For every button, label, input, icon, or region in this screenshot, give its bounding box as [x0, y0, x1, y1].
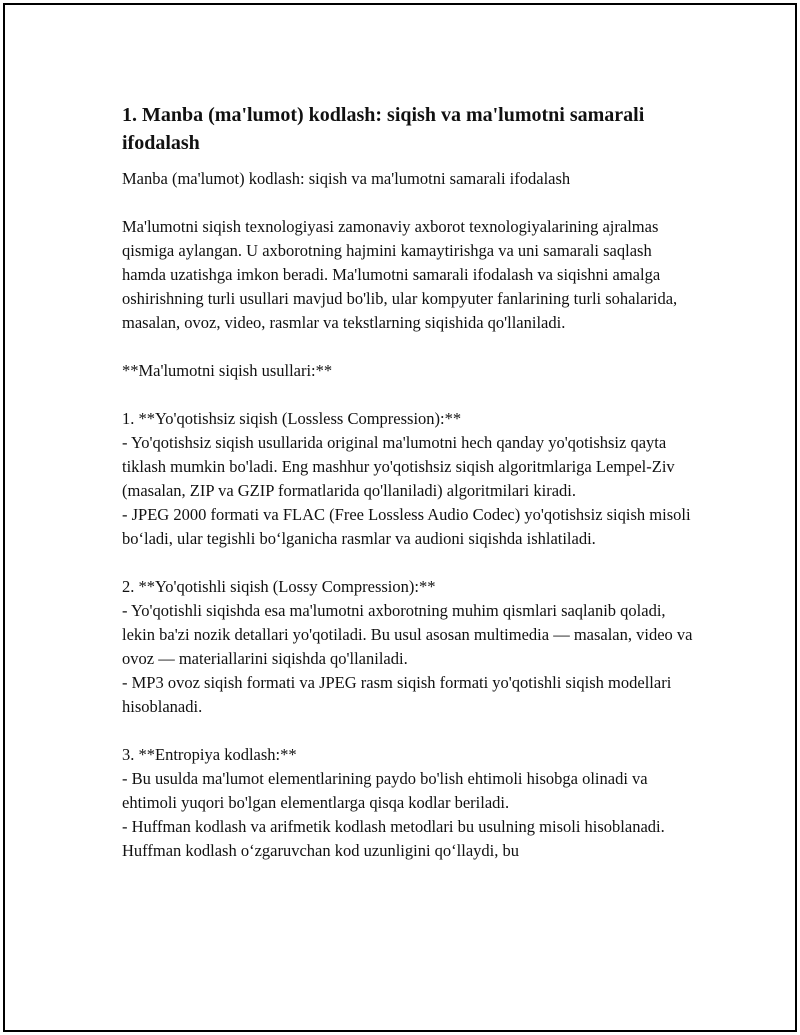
section-3-item-1: - Bu usulda ma'lumot elementlarining paydo bo'lish ehtimoli hisobga olinadi va ehtimoli yuqori bo'lgan elementlarga qisqa kodlar beriladi.: [122, 769, 648, 812]
document-body: [122, 101, 697, 863]
page-frame: [3, 3, 797, 1032]
section-1-item-2: - JPEG 2000 formati va FLAC (Free Lossless Audio Codec) yo'qotishsiz siqish misoli bo‘ladi, ular tegishli bo‘lganicha rasmlar va audioni siqishda ishlatiladi.: [122, 505, 691, 548]
methods-heading: **Ma'lumotni siqish usullari:**: [122, 361, 333, 380]
document-title: 1. Manba (ma'lumot) kodlash: siqish va ma'lumotni samarali ifodalash: [122, 104, 645, 154]
paragraph-spacer: [122, 335, 697, 359]
section-1-item-1: - Yo'qotishsiz siqish usullarida original ma'lumotni hech qanday yo'qotishsiz qayta tiklash mumkin bo'ladi. Eng mashhur yo'qotishsiz siqish algoritmlariga Lempel-Ziv (masalan, ZIP va GZIP formatlarida qo'llaniladi) algoritmilari kiradi.: [122, 433, 675, 500]
section-3-item-2: - Huffman kodlash va arifmetik kodlash metodlari bu usulning misoli hisoblanadi. Huffman kodlash o‘zgaruvchan kod uzunligini qo‘llaydi, bu: [122, 817, 665, 860]
section-2-item-2: - MP3 ovoz siqish formati va JPEG rasm siqish formati yo'qotishli siqish modellari hisoblanadi.: [122, 673, 672, 716]
intro-paragraph: Ma'lumotni siqish texnologiyasi zamonaviy axborot texnologiyalarining ajralmas qismiga aylangan. U axborotning hajmini kamaytirishga va uni samarali saqlash hamda uzatishga imkon beradi. Ma'lumotni samarali ifodalash va siqishni amalga oshirishning turli usullari mavjud bo'lib, ular kompyuter fanlarining turli sohalarida, masalan, ovoz, video, rasmlar va tekstlarning siqishida qo'llaniladi.: [122, 217, 678, 332]
section-3-heading: 3. **Entropiya kodlash:**: [122, 745, 297, 764]
paragraph-spacer: [122, 551, 697, 575]
section-2-heading: 2. **Yo'qotishli siqish (Lossy Compression):**: [122, 577, 436, 596]
paragraph-spacer: [122, 383, 697, 407]
section-2-item-1: - Yo'qotishli siqishda esa ma'lumotni axborotning muhim qismlari saqlanib qoladi, lekin ba'zi nozik detallari yo'qotiladi. Bu usul asosan multimedia — masalan, video va ovoz — materiallarini siqishda qo'llaniladi.: [122, 601, 693, 668]
paragraph-spacer: [122, 719, 697, 743]
section-1-heading: 1. **Yo'qotishsiz siqish (Lossless Compression):**: [122, 409, 462, 428]
document-subtitle: Manba (ma'lumot) kodlash: siqish va ma'lumotni samarali ifodalash: [122, 169, 571, 188]
